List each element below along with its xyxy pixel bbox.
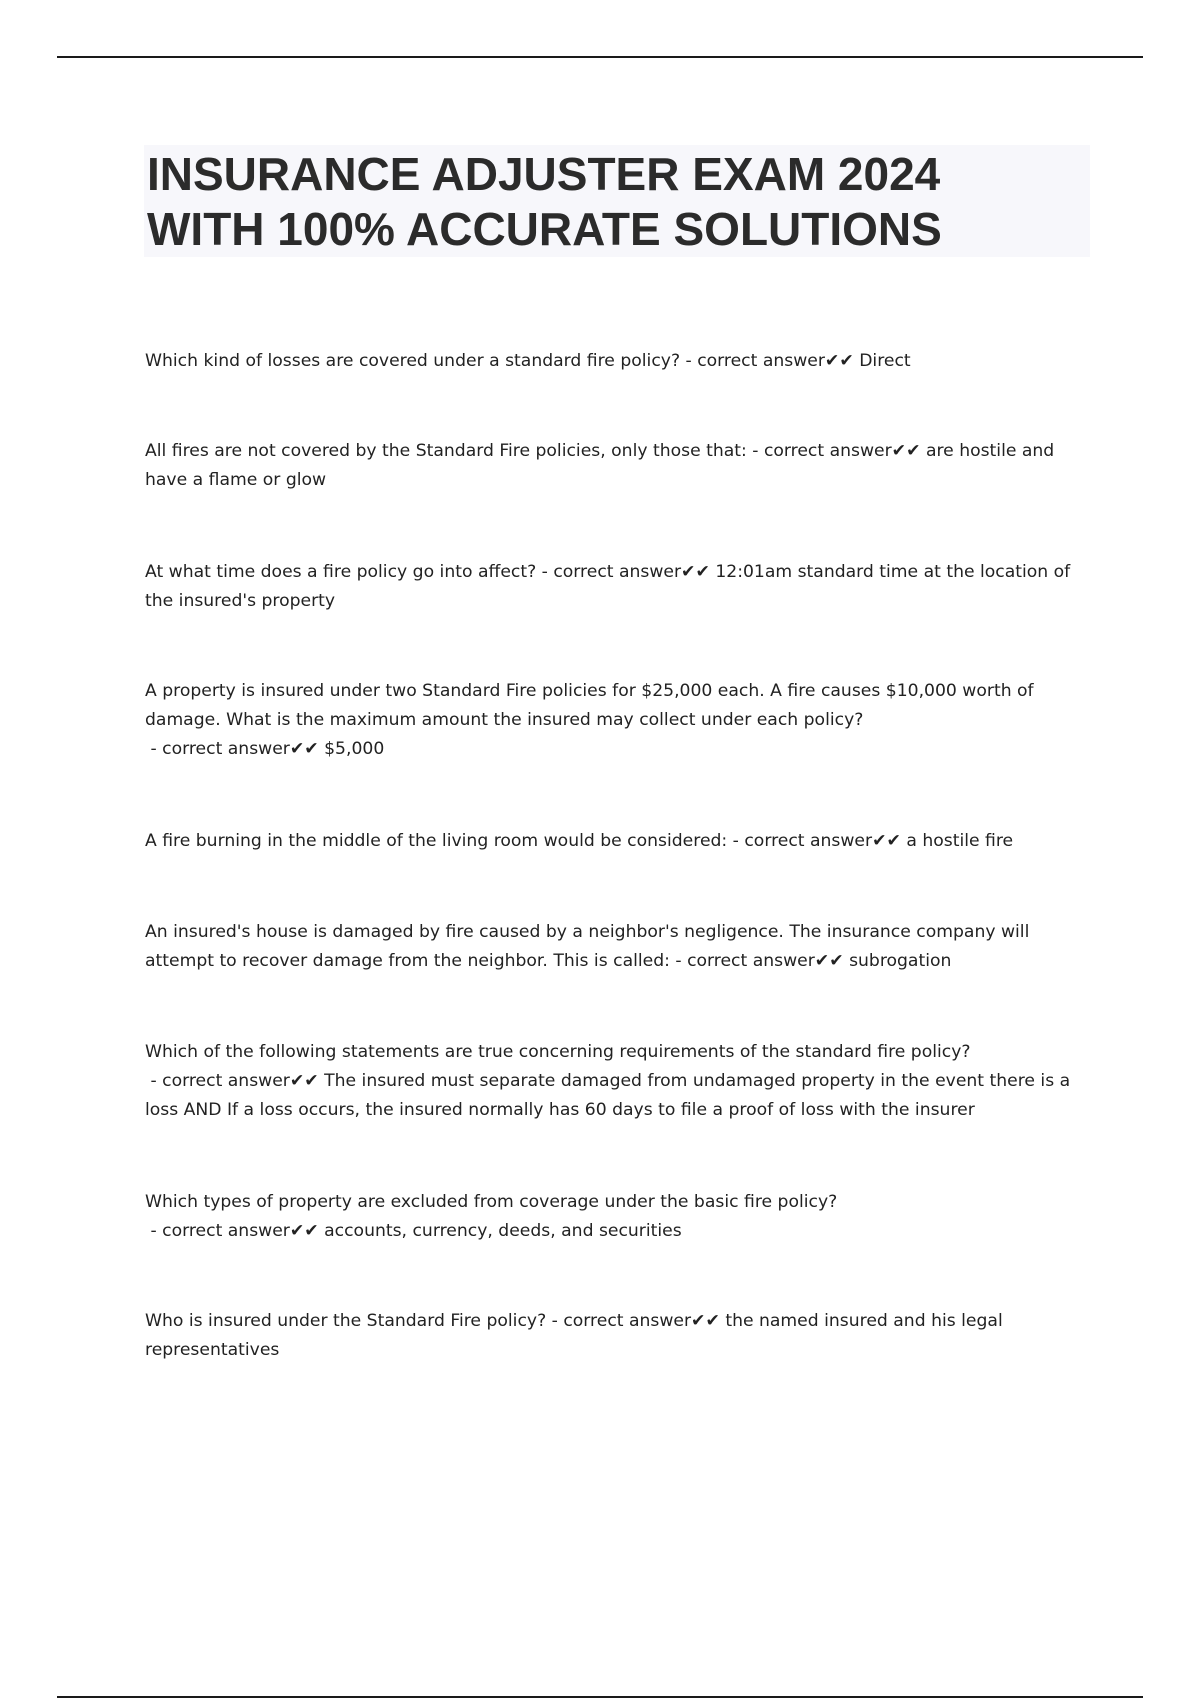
question-text: Which kind of losses are covered under a standard fire policy? xyxy=(145,351,681,371)
qa-item xyxy=(145,918,1090,976)
answer-marker: - correct answer✔✔ xyxy=(145,739,325,759)
answer-text: the named insured and his legal representatives xyxy=(145,1311,1003,1360)
qa-item xyxy=(145,827,1090,856)
answer-text: The insured must separate damaged from undamaged property in the event there is a loss AND If a loss occurs, the insured normally has 60 days to file a proof of loss with the insurer xyxy=(145,1071,1071,1120)
answer-text: are hostile and have a flame or glow xyxy=(145,441,1055,490)
question-text: All fires are not covered by the Standard Fire policies, only those that: xyxy=(145,441,747,461)
answer-text: 12:01am standard time at the location of the insured's property xyxy=(145,562,1071,611)
answer-text: a hostile fire xyxy=(906,831,1014,851)
answer-text: accounts, currency, deeds, and securities xyxy=(324,1221,682,1241)
document-title xyxy=(144,145,1090,257)
answer-marker: - correct answer✔✔ xyxy=(727,831,907,851)
title-line-1: INSURANCE ADJUSTER EXAM 2024 xyxy=(147,148,941,200)
qa-item xyxy=(145,1038,1090,1125)
answer-marker: - correct answer✔✔ xyxy=(145,1221,325,1241)
top-rule xyxy=(57,56,1143,58)
question-text: At what time does a fire policy go into affect? xyxy=(145,562,537,582)
qa-item xyxy=(145,558,1090,616)
answer-marker: - correct answer✔✔ xyxy=(145,1071,325,1091)
answer-marker: - correct answer✔✔ xyxy=(746,441,926,461)
answer-marker: - correct answer✔✔ xyxy=(536,562,716,582)
question-text: An insured's house is damaged by fire caused by a neighbor's negligence. The insurance company will attempt to recover damage from the neighbor. This is called: xyxy=(145,922,1030,971)
answer-text: Direct xyxy=(859,351,911,371)
bottom-rule xyxy=(57,1696,1143,1698)
qa-item xyxy=(145,437,1090,495)
question-text: Who is insured under the Standard Fire policy? xyxy=(145,1311,547,1331)
answer-marker: - correct answer✔✔ xyxy=(546,1311,726,1331)
answer-text: $5,000 xyxy=(324,739,385,759)
qa-item xyxy=(145,1188,1090,1246)
answer-marker: - correct answer✔✔ xyxy=(669,951,850,971)
question-text: Which of the following statements are true concerning requirements of the standard fire policy? xyxy=(145,1042,971,1062)
qa-item xyxy=(145,347,1090,376)
answer-text: subrogation xyxy=(849,951,952,971)
question-text: A fire burning in the middle of the living room would be considered: xyxy=(145,831,728,851)
title-line-2: WITH 100% ACCURATE SOLUTIONS xyxy=(147,203,942,255)
qa-item xyxy=(145,677,1090,764)
answer-marker: - correct answer✔✔ xyxy=(680,351,860,371)
question-text: A property is insured under two Standard Fire policies for $25,000 each. A fire causes $10,000 worth of damage. What is the maximum amount the insured may collect under each policy? xyxy=(145,681,1034,730)
qa-item xyxy=(145,1307,1090,1365)
question-text: Which types of property are excluded from coverage under the basic fire policy? xyxy=(145,1192,838,1212)
